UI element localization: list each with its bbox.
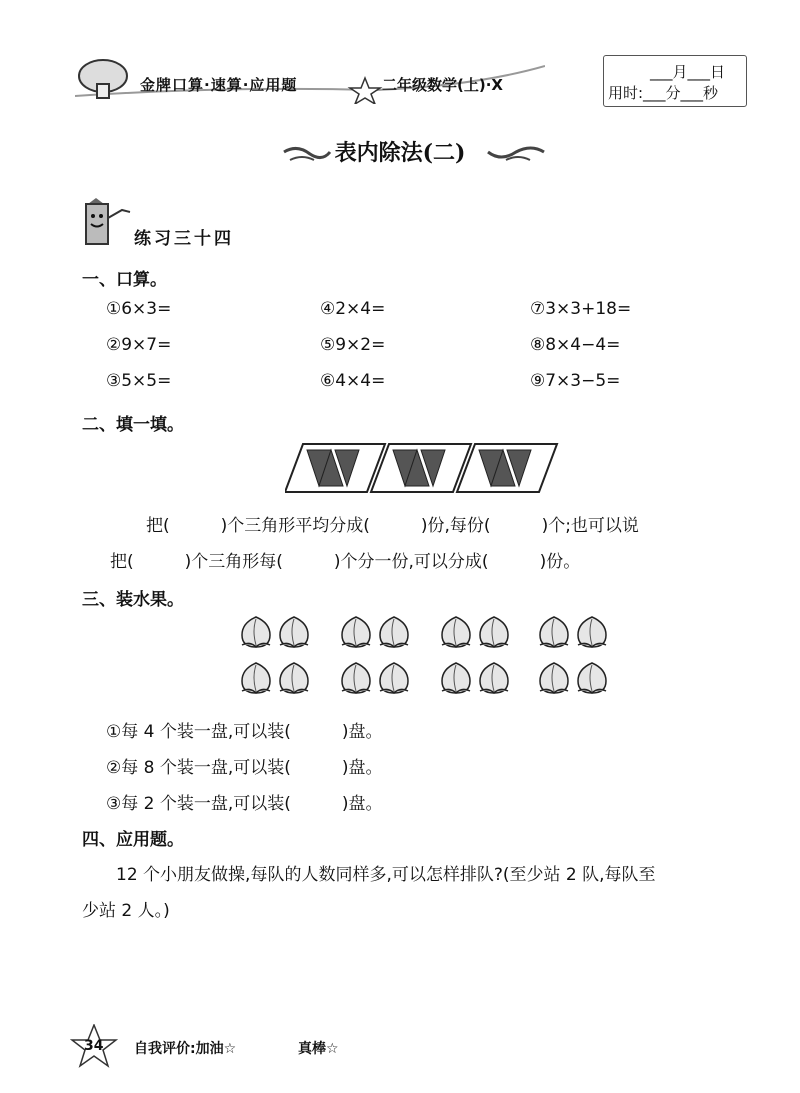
- calc-item: ④2×4=: [320, 299, 386, 319]
- fruit-question: ①每 4 个装一盘,可以装( )盘。: [106, 722, 383, 742]
- page-title: 表内除法(二): [334, 140, 466, 166]
- fruit-question: ③每 2 个装一盘,可以装( )盘。: [106, 794, 383, 814]
- book-name: 二年级数学(上)·X: [382, 76, 503, 94]
- calc-item: ②9×7=: [106, 335, 172, 355]
- calc-item: ⑨7×3−5=: [530, 371, 621, 391]
- peaches-figure: [240, 615, 620, 700]
- self-eval: 自我评价:加油☆: [134, 1041, 237, 1057]
- section4-heading: 四、应用题。: [82, 830, 184, 850]
- ornament-right-icon: [486, 140, 546, 170]
- fill-line-1: 把( )个三角形平均分成( )份,每份( )个;也可以说: [146, 516, 639, 536]
- calc-item: ⑥4×4=: [320, 371, 386, 391]
- calc-item: ③5×5=: [106, 371, 172, 391]
- calc-item: ⑦3×3+18=: [530, 299, 632, 319]
- fruit-question: ②每 8 个装一盘,可以装( )盘。: [106, 758, 383, 778]
- calc-item: ①6×3=: [106, 299, 172, 319]
- calc-item: ⑤9×2=: [320, 335, 386, 355]
- calc-item: ⑧8×4−4=: [530, 335, 621, 355]
- pencil-mascot-icon: [78, 198, 134, 248]
- word-problem-line-2: 少站 2 人。): [82, 901, 170, 921]
- fill-line-2: 把( )个三角形每( )个分一份,可以分成( )份。: [110, 552, 581, 572]
- date-line: ___月___日: [650, 63, 726, 81]
- triangle-groups-figure: [285, 442, 575, 494]
- page-number: 34: [84, 1038, 104, 1054]
- star-icon: [350, 78, 380, 104]
- word-problem-line-1: 12 个小朋友做操,每队的人数同样多,可以怎样排队?(至少站 2 队,每队至: [116, 865, 656, 885]
- exercise-title: 练习三十四: [134, 229, 234, 249]
- section2-heading: 二、填一填。: [82, 415, 184, 435]
- time-line: 用时:___分___秒: [608, 84, 719, 102]
- series-name: 金牌口算·速算·应用题: [140, 76, 298, 94]
- section1-heading: 一、口算。: [82, 270, 167, 290]
- section3-heading: 三、装水果。: [82, 590, 184, 610]
- self-eval-great: 真棒☆: [298, 1041, 339, 1057]
